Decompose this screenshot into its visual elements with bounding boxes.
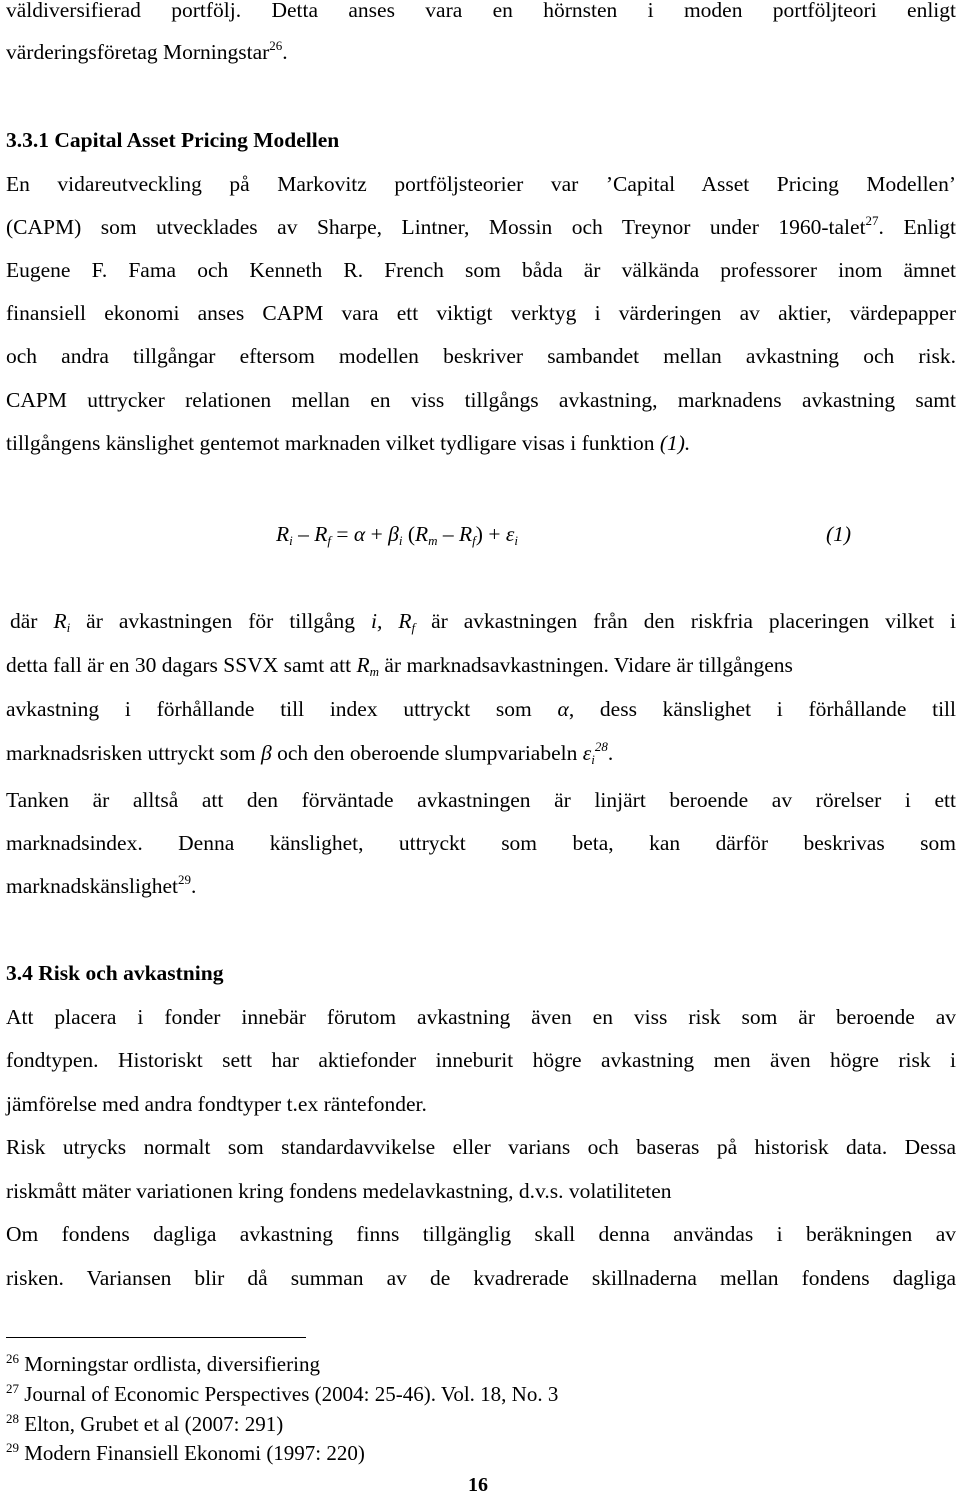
body-text-line: marknadsrisken uttryckt som β och den oberoende slumpvariabeln $\varepsilon_i^{28}$. [6, 739, 614, 767]
section-heading: 3.3.1 Capital Asset Pricing Modellen [6, 128, 340, 152]
body-text-line: tillgångens känslighet gentemot marknaden vilket tydligare visas i funktion (1). [6, 431, 691, 455]
footnote: $^{29}$ Modern Finansiell Ekonomi (1997: 220) [6, 1440, 365, 1465]
body-text-line: detta fall är en 30 dagars SSVX samt att $R_m$ är marknadsavkastningen. Vidare är tillgångens [6, 653, 793, 679]
body-text-line: finansiell ekonomi anses CAPM vara ett viktigt verktyg i värderingen av aktier, värdepapper [6, 301, 956, 325]
body-text-line: Om fondens dagliga avkastning finns tillgänglig skall denna användas i beräkningen av [6, 1222, 956, 1246]
body-text-line: risken. Variansen blir då summan av de kvadrerade skillnaderna mellan fondens dagliga [6, 1266, 956, 1290]
section-heading: 3.4 Risk och avkastning [6, 961, 224, 985]
footnote-ref[interactable]: 26 [269, 38, 283, 53]
body-text-line: En vidareutveckling på Markovitz portföljsteorier var ’Capital Asset Pricing Modellen’ [6, 172, 956, 196]
footnote: $^{27}$ Journal of Economic Perspectives (2004: 25-46). Vol. 18, No. 3 [6, 1381, 559, 1406]
equation-number: (1) [826, 522, 852, 546]
body-text-line: där $R_i$ är avkastningen för tillgång i, $R_f$ är avkastningen från den riskfria placeringen vilket i [10, 609, 957, 635]
body-text-line: (CAPM) som utvecklades av Sharpe, Lintner, Mossin och Treynor under 1960-talet$^{27}$. Enligt [6, 213, 956, 239]
footnote-ref[interactable]: 27 [865, 213, 879, 228]
body-text-line: och andra tillgångar eftersom modellen beskriver sambandet mellan avkastning och risk. [6, 344, 956, 368]
body-text-line: värderingsföretag Morningstar$^{26}$. [6, 38, 288, 64]
footnote-separator [6, 1337, 306, 1338]
body-text-line: jämförelse med andra fondtyper t.ex räntefonder. [6, 1092, 427, 1116]
body-text-line: marknadskänslighet$^{29}$. [6, 872, 197, 898]
body-text-line: fondtypen. Historiskt sett har aktiefonder inneburit högre avkastning men även högre risk i [6, 1048, 956, 1072]
body-text-line: Tanken är alltså att den förväntade avkastningen är linjärt beroende av rörelser i ett [6, 788, 956, 812]
body-text-line: Risk utrycks normalt som standardavvikelse eller varians och baseras på historisk data. Dessa [6, 1135, 956, 1159]
body-text-line: väldiversifierad portfölj. Detta anses vara en hörnsten i moden portföljteori enligt [6, 0, 956, 22]
page-number: 16 [468, 1474, 488, 1496]
footnote: $^{26}$ Morningstar ordlista, diversifiering [6, 1351, 320, 1376]
body-text-line: Att placera i fonder innebär förutom avkastning även en viss risk som är beroende av [6, 1005, 956, 1029]
body-text-line: Eugene F. Fama och Kenneth R. French som båda är välkända professorer inom ämnet [6, 258, 956, 282]
body-text-line: riskmått mäter variationen kring fondens medelavkastning, d.v.s. volatiliteten [6, 1179, 672, 1203]
body-text-line: marknadsindex. Denna känslighet, uttryckt som beta, kan därför beskrivas som [6, 831, 956, 855]
footnote: $^{28}$ Elton, Grubet et al (2007: 291) [6, 1411, 284, 1436]
body-text-line: CAPM uttrycker relationen mellan en viss tillgångs avkastning, marknadens avkastning samt [6, 388, 956, 412]
equation-ref: (1). [659, 431, 691, 455]
footnote-ref[interactable]: 28 [594, 739, 608, 754]
body-text-line: avkastning i förhållande till index uttryckt som α, dess känslighet i förhållande till [6, 697, 957, 721]
capm-equation: $R_i - R_f = \alpha + \beta_i$ $(R_m - R_f) + \varepsilon_i$ [276, 522, 518, 548]
footnote-ref[interactable]: 29 [177, 872, 191, 887]
